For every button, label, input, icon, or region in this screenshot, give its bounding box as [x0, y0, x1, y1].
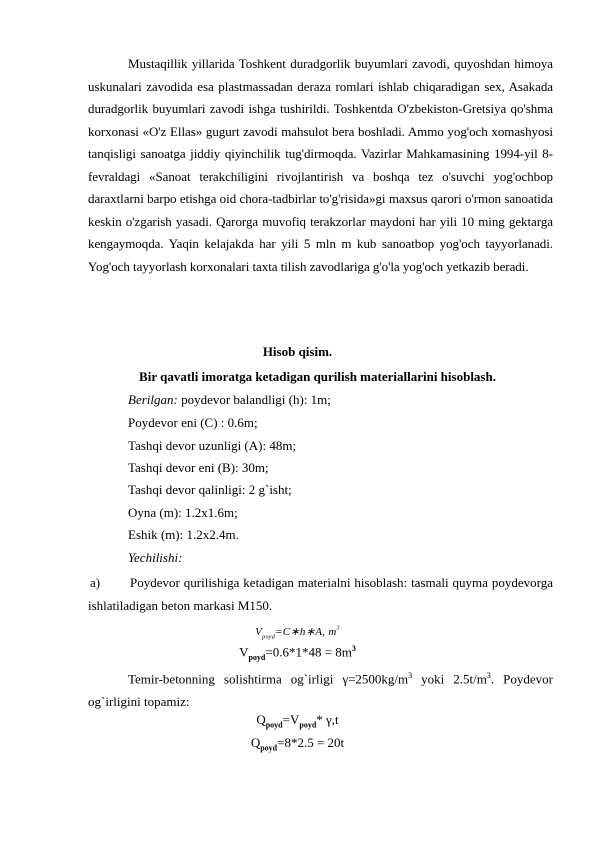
intro-paragraph: Mustaqillik yillarida Toshkent duradgorlik buyumlari zavodi, quyoshdan himoya uskunalari zavodida esa plastmassadan deraza romlari ishlab chiqaradigan sex, Asakada duradgorlik buyumlari zavodi ishga tushirildi. Toshkentda O'zbekiston-Gretsiya qo'shma korxonasi «O'z Ellas» gugurt zavodi mahsulot bera boshladi. Ammo yog'och xomashyosi tanqisligi sanoatga jiddiy qiyinchilik tug'dirmoqda. Vazirlar Mahkamasining 1994-yil 8-fevraldagi «Sanoat terakchiligini rivojlantirish va boshqa tez o'suvchi yog'ochbop daraxtlarni barpo etishga oid chora-tadbirlar to'g'risida»gi maxsus qarori o'rmon sanoatida keskin o'zgarish yasadi. Qarorga muvofiq terakzorlar maydoni har yili 10 ming gektarga kengaymoqda. Yaqin kelajakda har yili 5 mln m kub sanoatbop yog'och tayyorlanadi. Yog'och tayyorlash korxonalari taxta tilish zavodlariga g'o'la yog'och yetkazib beradi. — [88, 56, 553, 274]
step-a-paragraph — [88, 572, 553, 617]
density-paragraph: Temir-betonning solishtirma og`irligi $\gamma=2500kg/m^3$ yoki $2.5t/m^3$. Poydevor og`irligini topamiz: — [88, 671, 553, 709]
given-item: Poydevor eni (C) : 0.6m; — [128, 415, 258, 430]
step-a-text: Poydevor qurilishiga ketadigan materialni hisoblash: tasmali quyma poydevorga ishlatiladigan beton markasi M150. — [88, 575, 553, 613]
step-a-marker: a) — [90, 575, 101, 590]
given-item: Tashqi devor uzunligi (A): 48m; — [128, 438, 297, 453]
formula-volume-general: $V_{poyd}=C∗h∗A$, $m^3$ — [255, 625, 340, 641]
given-item: Tashqi devor eni (B): 30m; — [128, 460, 269, 475]
solution-label: Yechilishi: — [128, 550, 183, 565]
given-label: Berilgan: — [128, 392, 178, 407]
given-first-value: poydevor balandligi (h): 1m; — [177, 392, 331, 407]
section-title: Hisob qisim. — [262, 344, 333, 359]
section-subtitle: Bir qavatli imoratga ketadigan qurilish materiallarini hisoblash. — [139, 369, 496, 384]
formula-weight-value: $Q_{poyd}=8*2.5 = 20t$ — [250, 735, 345, 753]
formula-weight-general: $Q_{poyd}=V_{poyd}*$ γ,t — [256, 712, 339, 730]
given-item: Tashqi devor qalinligi: 2 g`isht; — [128, 482, 292, 497]
given-first-line — [128, 392, 331, 408]
formula-volume-value: $V_{poyd}=0.6*1*48 = 8m^3$ — [239, 644, 356, 662]
given-item: Eshik (m): 1.2x2.4m. — [128, 527, 239, 542]
given-item: Oyna (m): 1.2x1.6m; — [128, 505, 238, 520]
